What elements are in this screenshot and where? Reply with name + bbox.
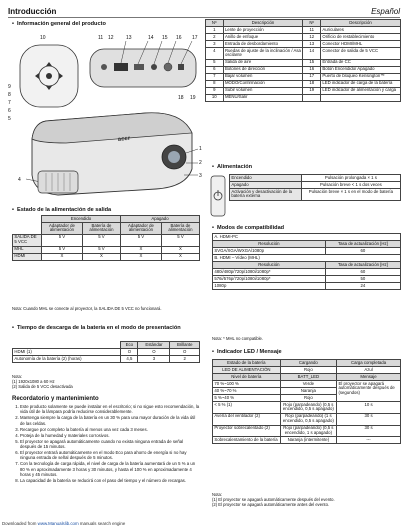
discharge-cell: HDMI (1): [13, 349, 121, 356]
power-state-cell: 5 V: [82, 234, 120, 246]
parts-cell: 15: [303, 59, 321, 66]
compat-cell: 60: [325, 248, 400, 255]
table-row: [13, 349, 200, 356]
footer-prefix: Downloaded from: [2, 521, 37, 526]
compat-cell: 24: [325, 283, 400, 290]
power-table: [229, 174, 401, 201]
parts-cell: [321, 94, 401, 101]
callout-label: 4: [18, 177, 21, 183]
discharge-cell: 4,5: [121, 356, 138, 363]
table-row: [206, 66, 401, 73]
power-state-cell: 5 V: [120, 234, 161, 246]
product-info-heading: • Información general del producto: [12, 21, 106, 27]
led-cell: Sobrecalentamiento de la batería: [213, 437, 281, 444]
table-row: [213, 437, 401, 444]
table-row: [213, 248, 401, 255]
parts-cell: LED indicador de carga de la batería: [321, 80, 401, 87]
led-cell: 30 s: [337, 425, 401, 437]
parts-cell: 7: [206, 73, 224, 80]
compat-note: Nota: * MHL no compatible.: [212, 336, 264, 341]
parts-cell: Entrada de CC: [321, 59, 401, 66]
led-cell: Azul: [337, 367, 401, 374]
power-sub-header: Batería de alimentación: [82, 223, 120, 235]
power-heading: • Alimentación: [212, 164, 252, 170]
compat-table: [212, 233, 401, 290]
power-cell: Encendido: [230, 175, 302, 182]
led-cell: 30 s: [337, 413, 401, 425]
led-cell: El proyector se apagará automáticamente después de (segundos): [337, 381, 401, 402]
led-cell: 40 %~70 %: [213, 388, 281, 395]
table-row: [230, 189, 401, 201]
table-row: [13, 234, 200, 246]
table-row: [213, 402, 401, 414]
callout-label: 5: [8, 116, 11, 122]
compat-header: Tasa de actualización [Hz]: [325, 262, 400, 269]
list-item: 5. El proyector se apagará automáticamente cuando no exista ninguna entrada de señal después de 15 minutos.: [20, 439, 200, 450]
page-section-title: Introducción: [8, 7, 57, 16]
callout-label: 19: [190, 95, 196, 101]
power-sub-header: Batería de alimentación: [161, 223, 199, 235]
led-cell: Avería del ventilador (2): [213, 413, 281, 425]
discharge-header: [13, 342, 121, 349]
parts-cell: Botones de dirección: [223, 66, 303, 73]
discharge-cell: O: [138, 349, 170, 356]
led-cell: ---: [337, 437, 401, 444]
list-item: 2. Mantenga siempre la carga de la batería en un 30 % para una mayor duración de la vida útil de las celdas.: [20, 415, 200, 426]
table-row: [206, 59, 401, 66]
callout-label: 14: [148, 35, 154, 41]
discharge-header: Estándar: [138, 342, 170, 349]
parts-cell: Orificio de restablecimiento: [321, 34, 401, 41]
power-cell: Pulsación breve × 1 s en el modo de batería: [301, 189, 400, 201]
led-header: Estado de la batería: [213, 360, 281, 367]
table-row: [206, 80, 401, 87]
power-state-cell: X: [120, 253, 161, 260]
table-row: [206, 73, 401, 80]
table-row: [213, 276, 401, 283]
table-row: [13, 356, 200, 363]
parts-cell: Lente de proyección: [223, 27, 303, 34]
compat-cell: SVGA/XGA/WXGA/1080p: [213, 248, 326, 255]
compat-cell: 60: [325, 269, 400, 276]
table-row: [230, 182, 401, 189]
callout-label: 9: [8, 84, 11, 90]
table-row: [213, 381, 401, 388]
parts-cell: 1: [206, 27, 224, 34]
parts-cell: 13: [303, 41, 321, 48]
power-cell: Activación y desactivación de la batería externa: [230, 189, 302, 201]
discharge-heading: • Tiempo de descarga de la batería en el modo de presentación: [12, 325, 202, 331]
note-line: Nota:: [212, 492, 223, 497]
table-row: [230, 175, 401, 182]
power-sub-header: Adaptador de alimentación: [120, 223, 161, 235]
parts-cell: Anillo de enfoque: [223, 34, 303, 41]
callout-label: 16: [176, 35, 182, 41]
note-line: (1) 1920x1080 a 60 Hz: [12, 379, 55, 385]
projector-rear-view: [90, 41, 196, 87]
parts-cell: 12: [303, 34, 321, 41]
led-cell: Verde: [280, 381, 336, 388]
power-group-header: Apagado: [120, 216, 199, 223]
parts-cell: 19: [303, 87, 321, 94]
list-item: 8. La capacidad de la batería se reducirá con el paso del tiempo y el número de recargas.: [20, 478, 200, 483]
compat-group-title: A. HDMI-PC: [213, 234, 401, 241]
compat-group-title: B. HDMI – Vídeo (MHL): [213, 255, 401, 262]
discharge-cell: 3: [138, 356, 170, 363]
compat-cell: 576i/576p/720p/1080i/1080p*: [213, 276, 326, 283]
table-row: [13, 253, 200, 260]
led-cell: 70 %~100 %: [213, 381, 281, 388]
led-cell: Rojo (parpadeando) (1 s encendido, 0,5 s apagado): [280, 413, 336, 425]
projector-illustration: [6, 29, 202, 207]
power-state-cell: 5 V: [41, 246, 82, 253]
led-cell: Proyector sobrecalentado (2): [213, 425, 281, 437]
callout-label: 3: [199, 173, 202, 179]
power-state-cell: X: [120, 246, 161, 253]
parts-cell: 18: [303, 80, 321, 87]
parts-cell: Conector de salida de 5 VCC: [321, 48, 401, 60]
callout-label: 1: [199, 146, 202, 152]
power-state-cell: X: [161, 246, 199, 253]
led-cell: Rojo: [280, 395, 336, 402]
parts-cell: MODO/Confirmación: [223, 80, 303, 87]
note-line: (2) El proyector se apagará automáticamente antes del evento.: [212, 502, 330, 508]
led-header: Cargando: [280, 360, 336, 367]
brand-logo: acer: [117, 135, 131, 143]
led-cell: 5 %~40 %: [213, 395, 281, 402]
parts-cell: Puerto de bloqueo Kensington™: [321, 73, 401, 80]
callout-label: 2: [199, 160, 202, 166]
led-sub-header: BATT_LED: [280, 374, 336, 381]
power-state-cell: 5 V: [82, 246, 120, 253]
note-line: (1) El proyector se apagará automáticamente después del evento.: [212, 497, 335, 503]
power-cell: Pulsación prolongada × 1 s: [301, 175, 400, 182]
led-cell: Naranja: [280, 388, 336, 395]
footer-link[interactable]: www.Manualslib.com: [37, 521, 79, 526]
list-item: 7. Con la tecnología de carga rápida, el nivel de carga de la batería aumentará de un 5 % a un 80 % en aproximadamente 3 horas y 30 minutos, y hasta el 100 % en aproximadamente 4 horas y 45 minutos.: [20, 461, 200, 477]
led-header: Carga completada: [337, 360, 401, 367]
power-cell: Apagado: [230, 182, 302, 189]
led-cell: < 5 % (1): [213, 402, 281, 414]
callout-label: 8: [8, 92, 11, 98]
led-sub-header: Mensaje: [337, 374, 401, 381]
list-item: 6. El proyector entrará automáticamente en el modo Eco para ahorro de energía si no hay ninguna entrada de señal después de 5 minutos.: [20, 450, 200, 461]
power-group-header: Encendido: [41, 216, 120, 223]
parts-cell: 6: [206, 66, 224, 73]
led-cell: 10 s: [337, 402, 401, 414]
callout-label: 12: [108, 35, 114, 41]
callout-label: 13: [126, 35, 132, 41]
parts-cell: LED indicador de alimentación y carga: [321, 87, 401, 94]
compat-cell: 1080p: [213, 283, 326, 290]
parts-table: [205, 19, 401, 102]
language-label: Español: [371, 7, 400, 16]
note-line: (2) Salida de 5 VCC desactivada: [12, 384, 73, 390]
parts-cell: 8: [206, 80, 224, 87]
table-row: [206, 87, 401, 94]
table-row: [206, 27, 401, 34]
parts-header: Nº: [303, 20, 321, 27]
parts-cell: 16: [303, 66, 321, 73]
parts-header: Nº: [206, 20, 224, 27]
parts-cell: 5: [206, 59, 224, 66]
parts-cell: Ruedas de ajuste de la inclinación / Asa oscilante: [223, 48, 303, 60]
power-state-cell: 5 V: [161, 234, 199, 246]
parts-header: Descripción: [223, 20, 303, 27]
list-item: 1. Este producto solamente se puede instalar en el escritorio; si no sigue esto recomendación, la vida útil de la lámpara podría reducirse considerablemente.: [20, 404, 200, 415]
callout-label: 17: [192, 35, 198, 41]
compat-header: Tasa de actualización [Hz]: [325, 241, 400, 248]
discharge-notes: [12, 374, 73, 389]
discharge-cell: O: [121, 349, 138, 356]
maintenance-heading: Recordatorio y mantenimiento: [12, 396, 99, 402]
discharge-header: Eco: [121, 342, 138, 349]
power-state-cell: X: [82, 253, 120, 260]
discharge-header: Brillante: [170, 342, 200, 349]
table-row: [206, 41, 401, 48]
parts-cell: 4: [206, 48, 224, 60]
tilt-wheel-detail: [38, 171, 78, 193]
power-state-cell: X: [41, 253, 82, 260]
table-row: [213, 269, 401, 276]
power-state-cell: 5 V: [41, 234, 82, 246]
parts-cell: 11: [303, 27, 321, 34]
table-row: [206, 94, 401, 101]
callout-label: 15: [162, 35, 168, 41]
parts-cell: 3: [206, 41, 224, 48]
parts-cell: Botón Encendido/ Apagado: [321, 66, 401, 73]
list-item: 4. Proteja de la humedad y materiales corrosivos.: [20, 433, 200, 438]
callout-label: 11: [98, 35, 104, 41]
table-row: [206, 48, 401, 60]
parts-cell: Subir volumen: [223, 87, 303, 94]
discharge-cell: Autonomía de la batería (2) (horas): [13, 356, 121, 363]
note-line: Nota:: [12, 374, 23, 379]
power-state-cell: X: [161, 253, 199, 260]
compat-heading: • Modos de compatibilidad: [212, 225, 284, 231]
led-table: [212, 359, 401, 444]
callout-label: 7: [8, 100, 11, 106]
footer-suffix: manuals search engine: [79, 521, 126, 526]
led-sub-header: Nivel de batería: [213, 374, 281, 381]
led-cell: LED DE ALIMENTACIÓN: [213, 367, 281, 374]
download-footer: [2, 521, 125, 526]
power-state-table: [12, 215, 200, 261]
parts-cell: MENÚ/Salir: [223, 94, 303, 101]
callout-label: 6: [8, 108, 11, 114]
parts-cell: Auriculares: [321, 27, 401, 34]
power-sub-header: Adaptador de alimentación: [41, 223, 82, 235]
led-cell: Rojo: [280, 367, 336, 374]
discharge-cell: 2: [170, 356, 200, 363]
power-cell: Pulsación breve < 1 s dos veces: [301, 182, 400, 189]
maintenance-list: [12, 404, 200, 484]
callout-label: 18: [178, 95, 184, 101]
header-divider: [8, 17, 400, 18]
table-row: [206, 34, 401, 41]
list-item: 3. Recargue por completo la batería al menos una vez cada 3 meses.: [20, 427, 200, 432]
parts-cell: Conector HDMI/MHL: [321, 41, 401, 48]
compat-header: Resolución: [213, 241, 326, 248]
parts-cell: 9: [206, 87, 224, 94]
led-notes: [212, 492, 401, 507]
power-state-cell: HDMI: [13, 253, 42, 260]
parts-header: Descripción: [321, 20, 401, 27]
parts-cell: 17: [303, 73, 321, 80]
table-row: [213, 425, 401, 437]
compat-header: Resolución: [213, 262, 326, 269]
table-row: [13, 246, 200, 253]
power-state-cell: SALIDA DE 5 VCC: [13, 234, 42, 246]
power-state-heading: • Estado de la alimentación de salida: [12, 207, 111, 213]
discharge-table: [12, 341, 200, 363]
led-cell: Naranja (intermitente): [280, 437, 336, 444]
callout-label: 10: [40, 35, 46, 41]
parts-cell: 10: [206, 94, 224, 101]
compat-cell: 480i/480p/720p/1080i/1080p*: [213, 269, 326, 276]
discharge-cell: O: [170, 349, 200, 356]
power-state-note: Nota: Cuando MHL se conecte al proyector, la SALIDA DE 5 VCC no funcionará.: [12, 306, 162, 311]
projector-top-view: [20, 45, 78, 107]
parts-cell: Salida de aire: [223, 59, 303, 66]
power-state-cell: MHL: [13, 246, 42, 253]
compat-cell: 50: [325, 276, 400, 283]
parts-cell: 14: [303, 48, 321, 60]
led-cell: Rojo (parpadeando) (0,5 s encendido, 0,5 s apagado): [280, 402, 336, 414]
table-row: [213, 413, 401, 425]
power-button-icon: [210, 174, 226, 218]
parts-cell: [303, 94, 321, 101]
table-row: [213, 283, 401, 290]
parts-cell: 2: [206, 34, 224, 41]
parts-cell: Entrada de desbordamiento: [223, 41, 303, 48]
led-heading: • Indicador LED / Mensaje: [212, 349, 282, 355]
parts-cell: Bajar volumen: [223, 73, 303, 80]
led-cell: Rojo (parpadeando) (0,5 s encendido, 1 s apagado): [280, 425, 336, 437]
